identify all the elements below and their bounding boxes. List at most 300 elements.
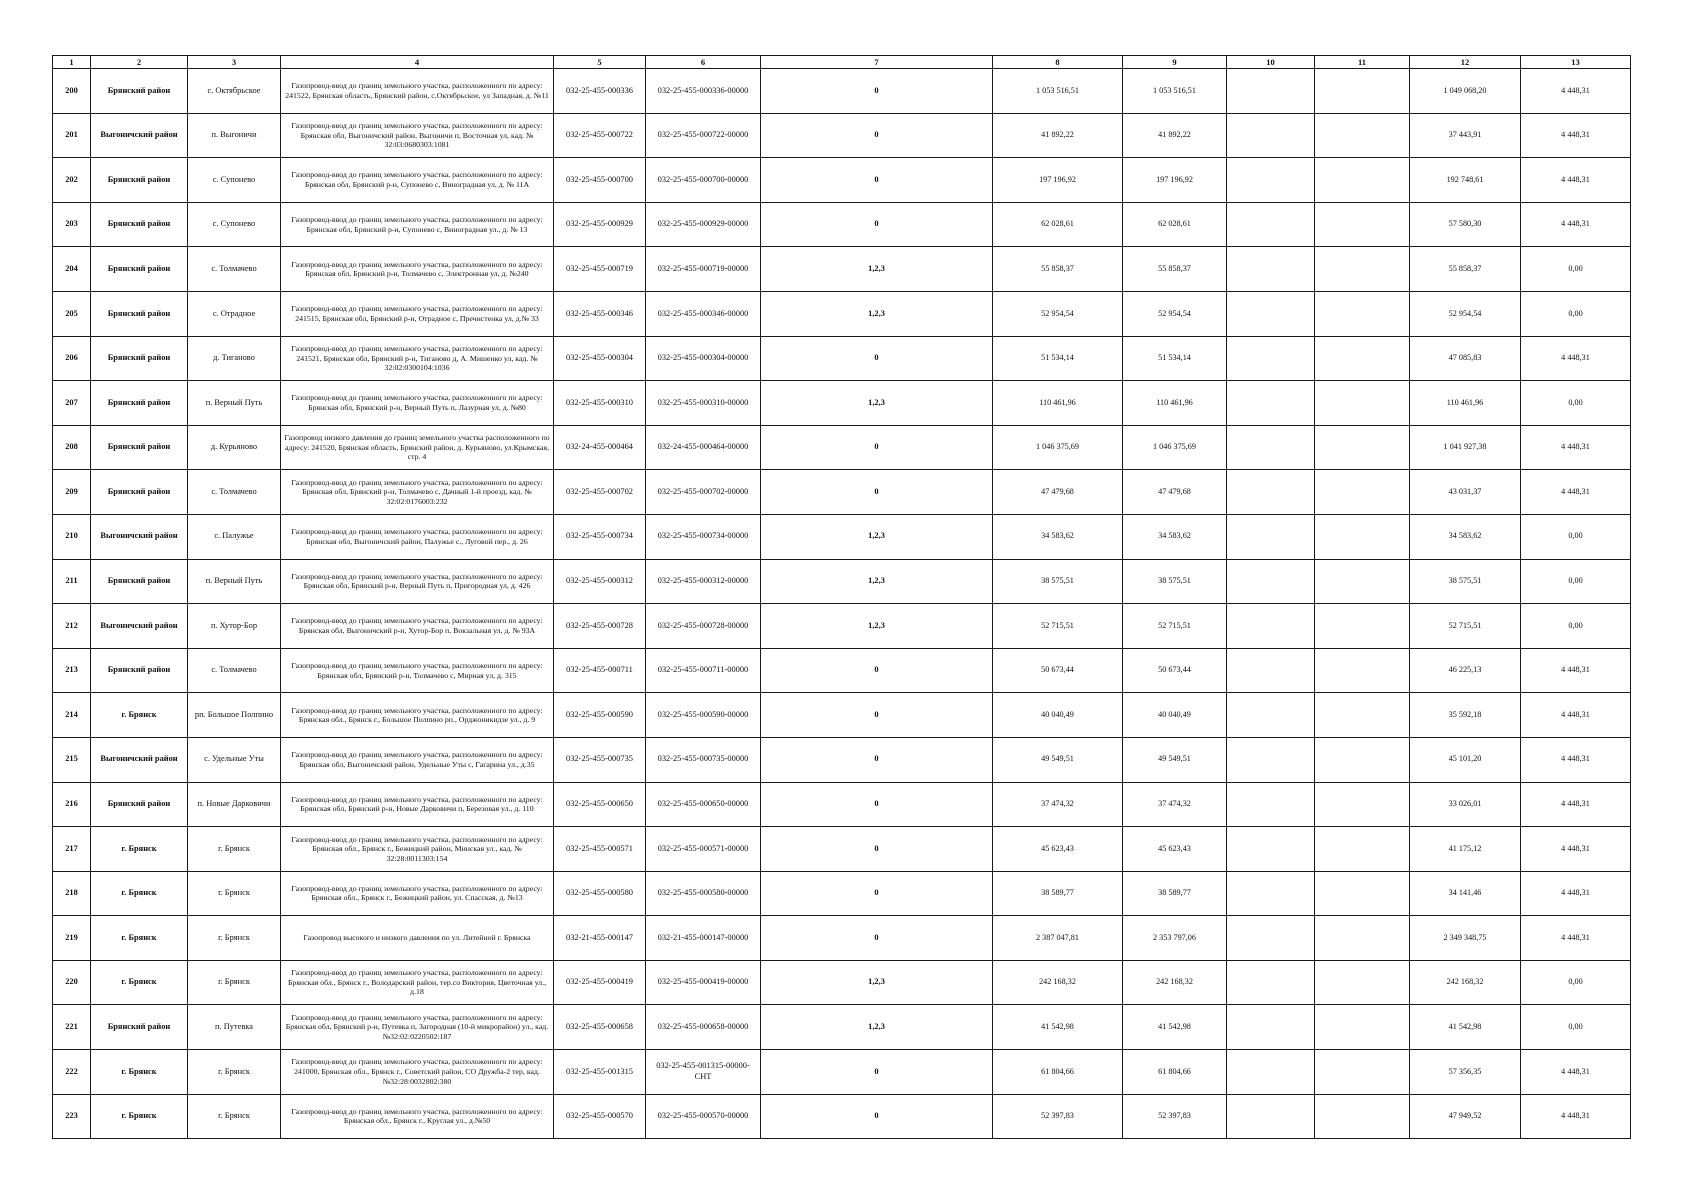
column-11-cell	[1315, 381, 1410, 426]
column-13-cell: 4 448,31	[1521, 737, 1631, 782]
column-13-cell: 4 448,31	[1521, 113, 1631, 158]
column-9-cell: 242 168,32	[1123, 960, 1227, 1005]
column-number: 10	[1227, 56, 1315, 69]
column-9-cell: 34 583,62	[1123, 514, 1227, 559]
column-8-cell: 45 623,43	[993, 827, 1123, 872]
object-full-code-cell: 032-25-455-001315-00000-СНТ	[646, 1050, 761, 1095]
column-10-cell	[1227, 960, 1315, 1005]
column-13-cell: 4 448,31	[1521, 69, 1631, 114]
column-12-cell: 52 954,54	[1410, 291, 1521, 336]
table-row	[53, 336, 1631, 381]
settlement-cell: г. Брянск	[188, 1050, 281, 1095]
object-full-code-cell: 032-25-455-000719-00000	[646, 247, 761, 292]
column-11-cell	[1315, 782, 1410, 827]
column-9-cell: 38 575,51	[1123, 559, 1227, 604]
object-code-cell: 032-25-455-000336	[554, 69, 646, 114]
object-description-cell: Газопровод-ввод до границ земельного участка, расположенного по адресу: Брянская обл, Выгоничский район, Выгоничи п, Восточная ул, кад. № 32:03:0680303:1081	[281, 113, 554, 158]
district-cell: Брянский район	[91, 559, 188, 604]
table-row	[53, 871, 1631, 916]
object-description-cell: Газопровод-ввод до границ земельного участка, расположенного по адресу: Брянская обл, Брянский р-н, Супонево с, Виноградная ул., д. № 13	[281, 202, 554, 247]
object-code-cell: 032-25-455-000719	[554, 247, 646, 292]
settlement-cell: п. Путевка	[188, 1005, 281, 1050]
column-10-cell	[1227, 782, 1315, 827]
district-cell: г. Брянск	[91, 1094, 188, 1139]
object-code-cell: 032-25-455-001315	[554, 1050, 646, 1095]
column-7-cell: 0	[761, 871, 993, 916]
column-9-cell: 40 040,49	[1123, 693, 1227, 738]
column-13-cell: 4 448,31	[1521, 1094, 1631, 1139]
column-7-cell: 0	[761, 827, 993, 872]
column-13-cell: 4 448,31	[1521, 871, 1631, 916]
object-code-cell: 032-25-455-000728	[554, 604, 646, 649]
column-9-cell: 51 534,14	[1123, 336, 1227, 381]
district-cell: Брянский район	[91, 1005, 188, 1050]
column-7-cell: 1,2,3	[761, 247, 993, 292]
column-12-cell: 55 858,37	[1410, 247, 1521, 292]
column-7-cell: 1,2,3	[761, 559, 993, 604]
row-number: 214	[53, 693, 91, 738]
object-description-cell: Газопровод-ввод до границ земельного участка, расположенного по адресу: 241000, Брянская обл., Брянск г., Советский район, СО Дружба-2 тер, кад. №32:28:0032802:380	[281, 1050, 554, 1095]
column-9-cell: 47 479,68	[1123, 470, 1227, 515]
column-13-cell: 4 448,31	[1521, 693, 1631, 738]
table-row	[53, 158, 1631, 203]
column-11-cell	[1315, 202, 1410, 247]
column-7-cell: 0	[761, 737, 993, 782]
settlement-cell: рп. Большое Полпино	[188, 693, 281, 738]
column-number: 6	[646, 56, 761, 69]
object-full-code-cell: 032-24-455-000464-00000	[646, 425, 761, 470]
column-10-cell	[1227, 470, 1315, 515]
column-10-cell	[1227, 1094, 1315, 1139]
column-10-cell	[1227, 737, 1315, 782]
column-8-cell: 52 715,51	[993, 604, 1123, 649]
column-13-cell: 4 448,31	[1521, 202, 1631, 247]
column-8-cell: 37 474,32	[993, 782, 1123, 827]
object-description-cell: Газопровод-ввод до границ земельного участка, расположенного по адресу: 241515, Брянская обл, Брянский р-н, Отрадное с, Пречистенка ул, д.№ 33	[281, 291, 554, 336]
column-number: 1	[53, 56, 91, 69]
object-description-cell: Газопровод-ввод до границ земельного участка, расположенного по адресу: Брянская обл., Брянск г., Бежицкий район, ул. Спасская, д. №13	[281, 871, 554, 916]
column-8-cell: 2 387 047,81	[993, 916, 1123, 961]
column-9-cell: 1 046 375,69	[1123, 425, 1227, 470]
settlement-cell: п. Хутор-Бор	[188, 604, 281, 649]
object-code-cell: 032-25-455-000590	[554, 693, 646, 738]
column-10-cell	[1227, 381, 1315, 426]
column-11-cell	[1315, 559, 1410, 604]
column-number: 7	[761, 56, 993, 69]
table-row	[53, 1005, 1631, 1050]
district-cell: Выгоничский район	[91, 604, 188, 649]
object-code-cell: 032-25-455-000700	[554, 158, 646, 203]
district-cell: Брянский район	[91, 69, 188, 114]
column-9-cell: 55 858,37	[1123, 247, 1227, 292]
column-7-cell: 0	[761, 782, 993, 827]
column-9-cell: 197 196,92	[1123, 158, 1227, 203]
district-cell: г. Брянск	[91, 916, 188, 961]
object-full-code-cell: 032-25-455-000722-00000	[646, 113, 761, 158]
column-11-cell	[1315, 247, 1410, 292]
object-full-code-cell: 032-25-455-000570-00000	[646, 1094, 761, 1139]
table-row	[53, 202, 1631, 247]
row-number: 208	[53, 425, 91, 470]
column-number: 11	[1315, 56, 1410, 69]
column-8-cell: 52 397,83	[993, 1094, 1123, 1139]
row-number: 218	[53, 871, 91, 916]
table-row	[53, 648, 1631, 693]
settlement-cell: с. Отрадное	[188, 291, 281, 336]
object-description-cell: Газопровод-ввод до границ земельного участка, расположенного по адресу: Брянская обл, Выгоничский р-н, Хутор-Бор п, Вокзальная ул, д. № 93А	[281, 604, 554, 649]
column-13-cell: 4 448,31	[1521, 470, 1631, 515]
object-description-cell: Газопровод высокого и низкого давления по ул. Литейной г. Брянска	[281, 916, 554, 961]
column-12-cell: 1 041 927,38	[1410, 425, 1521, 470]
column-number: 13	[1521, 56, 1631, 69]
row-number: 213	[53, 648, 91, 693]
column-10-cell	[1227, 425, 1315, 470]
column-12-cell: 57 356,35	[1410, 1050, 1521, 1095]
row-number: 223	[53, 1094, 91, 1139]
column-10-cell	[1227, 916, 1315, 961]
column-12-cell: 43 031,37	[1410, 470, 1521, 515]
column-9-cell: 41 892,22	[1123, 113, 1227, 158]
table-row	[53, 737, 1631, 782]
settlement-cell: д. Тиганово	[188, 336, 281, 381]
table-row	[53, 514, 1631, 559]
object-full-code-cell: 032-25-455-000312-00000	[646, 559, 761, 604]
column-number-row	[53, 56, 1631, 69]
object-description-cell: Газопровод-ввод до границ земельного участка, расположенного по адресу: Брянская обл, Брянский р-н, Путевка п, Загородная (10-й микрорайон) ул., кад. №32:02:0220502:187	[281, 1005, 554, 1050]
column-10-cell	[1227, 604, 1315, 649]
column-12-cell: 37 443,91	[1410, 113, 1521, 158]
column-10-cell	[1227, 202, 1315, 247]
column-13-cell: 4 448,31	[1521, 648, 1631, 693]
column-9-cell: 52 715,51	[1123, 604, 1227, 649]
object-code-cell: 032-25-455-000702	[554, 470, 646, 515]
column-12-cell: 242 168,32	[1410, 960, 1521, 1005]
column-11-cell	[1315, 871, 1410, 916]
district-cell: Брянский район	[91, 381, 188, 426]
settlement-cell: п. Верный Путь	[188, 559, 281, 604]
column-13-cell: 0,00	[1521, 1005, 1631, 1050]
column-12-cell: 38 575,51	[1410, 559, 1521, 604]
district-cell: Брянский район	[91, 648, 188, 693]
column-11-cell	[1315, 827, 1410, 872]
object-full-code-cell: 032-25-455-000650-00000	[646, 782, 761, 827]
row-number: 206	[53, 336, 91, 381]
column-8-cell: 1 046 375,69	[993, 425, 1123, 470]
object-full-code-cell: 032-25-455-000336-00000	[646, 69, 761, 114]
column-8-cell: 55 858,37	[993, 247, 1123, 292]
table-body	[53, 69, 1631, 1139]
column-13-cell: 0,00	[1521, 559, 1631, 604]
settlement-cell: п. Новые Дарковичи	[188, 782, 281, 827]
column-7-cell: 0	[761, 648, 993, 693]
column-number: 2	[91, 56, 188, 69]
settlement-cell: с. Толмачево	[188, 648, 281, 693]
table-row	[53, 69, 1631, 114]
settlement-cell: с. Толмачево	[188, 247, 281, 292]
objects-table	[52, 55, 1631, 1139]
row-number: 222	[53, 1050, 91, 1095]
table-row	[53, 1094, 1631, 1139]
column-12-cell: 192 748,61	[1410, 158, 1521, 203]
column-13-cell: 0,00	[1521, 291, 1631, 336]
settlement-cell: г. Брянск	[188, 827, 281, 872]
column-11-cell	[1315, 1005, 1410, 1050]
column-8-cell: 38 589,77	[993, 871, 1123, 916]
column-7-cell: 0	[761, 336, 993, 381]
object-code-cell: 032-25-455-000580	[554, 871, 646, 916]
object-description-cell: Газопровод-ввод до границ земельного участка, расположенного по адресу: Брянская обл, Брянский р-н, Верный Путь п, Пригородная ул, д. 426	[281, 559, 554, 604]
row-number: 216	[53, 782, 91, 827]
district-cell: г. Брянск	[91, 960, 188, 1005]
row-number: 203	[53, 202, 91, 247]
object-description-cell: Газопровод-ввод до границ земельного участка, расположенного по адресу: Брянская обл., Брянск г., Володарский район, тер.со Виктория, Цветочная ул., д.18	[281, 960, 554, 1005]
object-full-code-cell: 032-25-455-000728-00000	[646, 604, 761, 649]
column-8-cell: 41 892,22	[993, 113, 1123, 158]
settlement-cell: г. Брянск	[188, 960, 281, 1005]
row-number: 202	[53, 158, 91, 203]
district-cell: Брянский район	[91, 158, 188, 203]
column-10-cell	[1227, 1050, 1315, 1095]
table-row	[53, 425, 1631, 470]
object-code-cell: 032-25-455-000711	[554, 648, 646, 693]
column-11-cell	[1315, 336, 1410, 381]
column-12-cell: 34 141,46	[1410, 871, 1521, 916]
column-8-cell: 242 168,32	[993, 960, 1123, 1005]
column-12-cell: 46 225,13	[1410, 648, 1521, 693]
row-number: 220	[53, 960, 91, 1005]
object-full-code-cell: 032-25-455-000929-00000	[646, 202, 761, 247]
column-8-cell: 52 954,54	[993, 291, 1123, 336]
table-row	[53, 113, 1631, 158]
column-12-cell: 41 542,98	[1410, 1005, 1521, 1050]
object-description-cell: Газопровод-ввод до границ земельного участка, расположенного по адресу: Брянская обл, Выгоничский район, Удельные Уты с, Гагарина ул., д.35	[281, 737, 554, 782]
column-10-cell	[1227, 514, 1315, 559]
column-10-cell	[1227, 291, 1315, 336]
table-row	[53, 827, 1631, 872]
object-description-cell: Газопровод-ввод до границ земельного участка, расположенного по адресу: Брянская обл, Брянский р-н, Толмачево с, Мирная ул, д. 315	[281, 648, 554, 693]
column-7-cell: 0	[761, 470, 993, 515]
column-11-cell	[1315, 69, 1410, 114]
column-9-cell: 52 954,54	[1123, 291, 1227, 336]
object-description-cell: Газопровод низкого давления до границ земельного участка расположенного по адресу: 241520, Брянская область, Брянский район, д. Курьяново, ул.Крымская, стр. 4	[281, 425, 554, 470]
column-13-cell: 4 448,31	[1521, 158, 1631, 203]
column-11-cell	[1315, 470, 1410, 515]
object-full-code-cell: 032-25-455-000419-00000	[646, 960, 761, 1005]
settlement-cell: с. Супонево	[188, 158, 281, 203]
column-12-cell: 47 085,83	[1410, 336, 1521, 381]
column-8-cell: 197 196,92	[993, 158, 1123, 203]
column-8-cell: 110 461,96	[993, 381, 1123, 426]
column-7-cell: 0	[761, 916, 993, 961]
column-9-cell: 61 804,66	[1123, 1050, 1227, 1095]
column-10-cell	[1227, 69, 1315, 114]
row-number: 217	[53, 827, 91, 872]
column-11-cell	[1315, 693, 1410, 738]
row-number: 204	[53, 247, 91, 292]
object-code-cell: 032-25-455-000346	[554, 291, 646, 336]
settlement-cell: с. Палужье	[188, 514, 281, 559]
column-10-cell	[1227, 559, 1315, 604]
district-cell: Брянский район	[91, 425, 188, 470]
column-9-cell: 45 623,43	[1123, 827, 1227, 872]
column-12-cell: 52 715,51	[1410, 604, 1521, 649]
object-full-code-cell: 032-25-455-000734-00000	[646, 514, 761, 559]
object-full-code-cell: 032-25-455-000702-00000	[646, 470, 761, 515]
district-cell: г. Брянск	[91, 871, 188, 916]
column-12-cell: 2 349 348,75	[1410, 916, 1521, 961]
object-description-cell: Газопровод-ввод до границ земельного участка, расположенного по адресу: Брянская обл, Брянский р-н, Верный Путь п, Лазурная ул, д. №80	[281, 381, 554, 426]
district-cell: Выгоничский район	[91, 113, 188, 158]
column-8-cell: 41 542,98	[993, 1005, 1123, 1050]
object-description-cell: Газопровод-ввод до границ земельного участка, расположенного по адресу: Брянская обл, Выгоничский район, Палужье с., Луговой пер., д. 26	[281, 514, 554, 559]
row-number: 209	[53, 470, 91, 515]
settlement-cell: г. Брянск	[188, 871, 281, 916]
column-7-cell: 0	[761, 158, 993, 203]
object-description-cell: Газопровод-ввод до границ земельного участка, расположенного по адресу: Брянская обл, Брянский р-н, Толмачево с, Дачный 1-й проезд, кад. № 32:02:0176003:232	[281, 470, 554, 515]
column-8-cell: 34 583,62	[993, 514, 1123, 559]
column-12-cell: 110 461,96	[1410, 381, 1521, 426]
object-full-code-cell: 032-25-455-000310-00000	[646, 381, 761, 426]
column-9-cell: 1 053 516,51	[1123, 69, 1227, 114]
object-description-cell: Газопровод-ввод до границ земельного участка, расположенного по адресу: 241522, Брянская область, Брянский район, с.Октябрьское, ул Западная, д. №11	[281, 69, 554, 114]
row-number: 219	[53, 916, 91, 961]
column-11-cell	[1315, 648, 1410, 693]
row-number: 210	[53, 514, 91, 559]
column-7-cell: 0	[761, 425, 993, 470]
column-9-cell: 38 589,77	[1123, 871, 1227, 916]
column-13-cell: 4 448,31	[1521, 336, 1631, 381]
column-8-cell: 1 053 516,51	[993, 69, 1123, 114]
column-7-cell: 0	[761, 693, 993, 738]
settlement-cell: с. Октябрьское	[188, 69, 281, 114]
column-12-cell: 57 580,30	[1410, 202, 1521, 247]
column-8-cell: 47 479,68	[993, 470, 1123, 515]
object-full-code-cell: 032-25-455-000580-00000	[646, 871, 761, 916]
column-12-cell: 47 949,52	[1410, 1094, 1521, 1139]
settlement-cell: с. Удельные Уты	[188, 737, 281, 782]
column-12-cell: 45 101,20	[1410, 737, 1521, 782]
column-7-cell: 1,2,3	[761, 1005, 993, 1050]
object-full-code-cell: 032-25-455-000700-00000	[646, 158, 761, 203]
table-row	[53, 782, 1631, 827]
column-number: 5	[554, 56, 646, 69]
object-description-cell: Газопровод-ввод до границ земельного участка, расположенного по адресу: Брянская обл., Брянск г., Круглая ул., д.№50	[281, 1094, 554, 1139]
column-9-cell: 37 474,32	[1123, 782, 1227, 827]
district-cell: Выгоничский район	[91, 514, 188, 559]
district-cell: г. Брянск	[91, 693, 188, 738]
column-8-cell: 62 028,61	[993, 202, 1123, 247]
district-cell: г. Брянск	[91, 827, 188, 872]
table-row	[53, 916, 1631, 961]
column-12-cell: 41 175,12	[1410, 827, 1521, 872]
column-11-cell	[1315, 113, 1410, 158]
column-13-cell: 0,00	[1521, 247, 1631, 292]
column-10-cell	[1227, 648, 1315, 693]
column-13-cell: 4 448,31	[1521, 916, 1631, 961]
column-11-cell	[1315, 1094, 1410, 1139]
object-description-cell: Газопровод-ввод до границ земельного участка, расположенного по адресу: Брянская обл., Брянск г., Большое Полпино рп., Орджоникидзе ул., д. 9	[281, 693, 554, 738]
row-number: 212	[53, 604, 91, 649]
column-number: 9	[1123, 56, 1227, 69]
column-11-cell	[1315, 425, 1410, 470]
table-row	[53, 291, 1631, 336]
column-13-cell: 0,00	[1521, 514, 1631, 559]
settlement-cell: с. Супонево	[188, 202, 281, 247]
column-13-cell: 4 448,31	[1521, 1050, 1631, 1095]
column-10-cell	[1227, 158, 1315, 203]
settlement-cell: д. Курьяново	[188, 425, 281, 470]
column-8-cell: 61 804,66	[993, 1050, 1123, 1095]
column-7-cell: 1,2,3	[761, 514, 993, 559]
object-code-cell: 032-25-455-000310	[554, 381, 646, 426]
column-9-cell: 41 542,98	[1123, 1005, 1227, 1050]
column-11-cell	[1315, 1050, 1410, 1095]
table-row	[53, 1050, 1631, 1095]
object-code-cell: 032-25-455-000419	[554, 960, 646, 1005]
column-8-cell: 49 549,51	[993, 737, 1123, 782]
district-cell: Брянский район	[91, 782, 188, 827]
district-cell: Брянский район	[91, 291, 188, 336]
table-row	[53, 381, 1631, 426]
object-code-cell: 032-25-455-000734	[554, 514, 646, 559]
column-10-cell	[1227, 693, 1315, 738]
column-8-cell: 51 534,14	[993, 336, 1123, 381]
table-row	[53, 247, 1631, 292]
column-11-cell	[1315, 960, 1410, 1005]
row-number: 200	[53, 69, 91, 114]
column-10-cell	[1227, 336, 1315, 381]
column-7-cell: 0	[761, 69, 993, 114]
settlement-cell: п. Верный Путь	[188, 381, 281, 426]
column-7-cell: 1,2,3	[761, 291, 993, 336]
object-code-cell: 032-25-455-000570	[554, 1094, 646, 1139]
column-13-cell: 0,00	[1521, 960, 1631, 1005]
column-11-cell	[1315, 737, 1410, 782]
document-page	[52, 55, 1630, 1139]
column-9-cell: 110 461,96	[1123, 381, 1227, 426]
object-full-code-cell: 032-25-455-000571-00000	[646, 827, 761, 872]
column-13-cell: 0,00	[1521, 381, 1631, 426]
column-10-cell	[1227, 113, 1315, 158]
object-code-cell: 032-24-455-000464	[554, 425, 646, 470]
column-7-cell: 1,2,3	[761, 381, 993, 426]
object-full-code-cell: 032-25-455-000735-00000	[646, 737, 761, 782]
object-full-code-cell: 032-25-455-000304-00000	[646, 336, 761, 381]
object-full-code-cell: 032-25-455-000346-00000	[646, 291, 761, 336]
column-number: 3	[188, 56, 281, 69]
column-8-cell: 50 673,44	[993, 648, 1123, 693]
object-code-cell: 032-25-455-000929	[554, 202, 646, 247]
column-12-cell: 35 592,18	[1410, 693, 1521, 738]
column-11-cell	[1315, 514, 1410, 559]
column-8-cell: 38 575,51	[993, 559, 1123, 604]
object-code-cell: 032-25-455-000722	[554, 113, 646, 158]
table-row	[53, 559, 1631, 604]
column-11-cell	[1315, 604, 1410, 649]
district-cell: Брянский район	[91, 336, 188, 381]
column-7-cell: 1,2,3	[761, 960, 993, 1005]
object-description-cell: Газопровод-ввод до границ земельного участка, расположенного по адресу: Брянская обл., Брянск г., Бежицкий район, Минская ул., кад. № 32:28:0011303:154	[281, 827, 554, 872]
district-cell: Брянский район	[91, 247, 188, 292]
row-number: 211	[53, 559, 91, 604]
column-13-cell: 4 448,31	[1521, 425, 1631, 470]
district-cell: г. Брянск	[91, 1050, 188, 1095]
object-code-cell: 032-25-455-000658	[554, 1005, 646, 1050]
column-10-cell	[1227, 1005, 1315, 1050]
table-row	[53, 604, 1631, 649]
column-11-cell	[1315, 291, 1410, 336]
table-row	[53, 693, 1631, 738]
